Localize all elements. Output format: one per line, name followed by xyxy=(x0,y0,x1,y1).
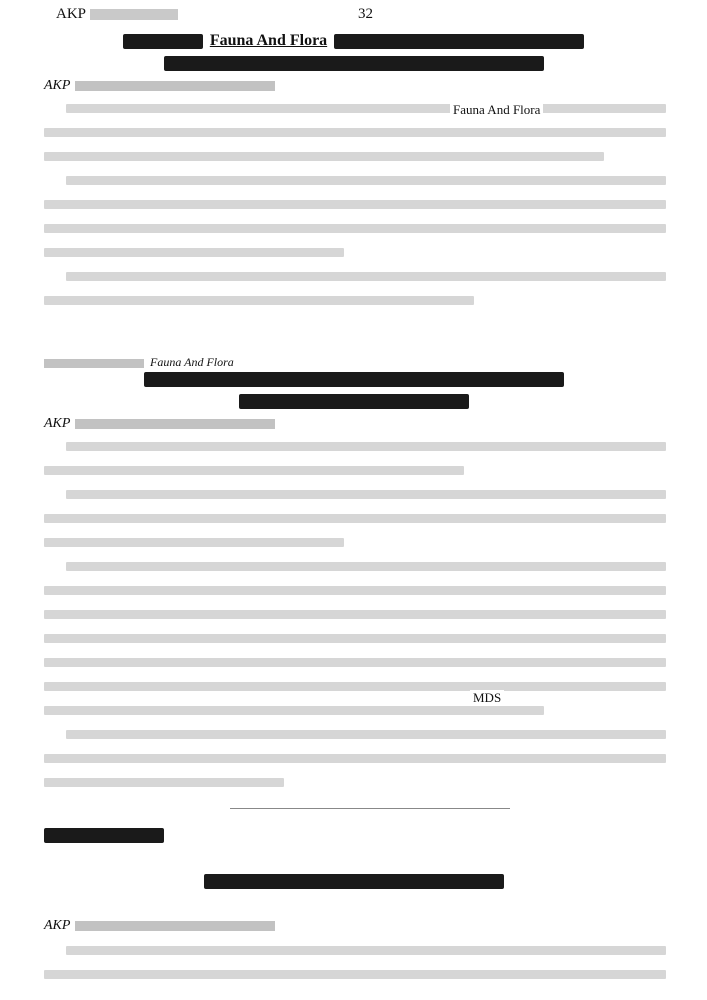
article1-dateline: AKP xyxy=(44,78,275,94)
article2-dateline: AKP xyxy=(44,416,275,432)
article1-headline: Fauna And Flora xyxy=(0,32,707,50)
page-number: 32 xyxy=(358,6,373,22)
article1-credit: Fauna And Flora xyxy=(44,355,234,370)
article2-body xyxy=(44,442,666,802)
article3-headline xyxy=(0,872,707,890)
article3-body xyxy=(44,946,666,994)
article2-code: MDS xyxy=(470,690,504,706)
section-heading xyxy=(44,826,164,844)
article1-body xyxy=(44,104,666,320)
article2-headline-line2 xyxy=(0,392,707,410)
section-divider xyxy=(230,808,510,809)
article3-dateline: AKP xyxy=(44,918,275,934)
article1-headline-line2 xyxy=(0,54,707,72)
page-header-agency: AKP xyxy=(56,6,178,23)
article1-org-mention: Fauna And Flora xyxy=(450,102,543,118)
article2-headline xyxy=(0,370,707,388)
